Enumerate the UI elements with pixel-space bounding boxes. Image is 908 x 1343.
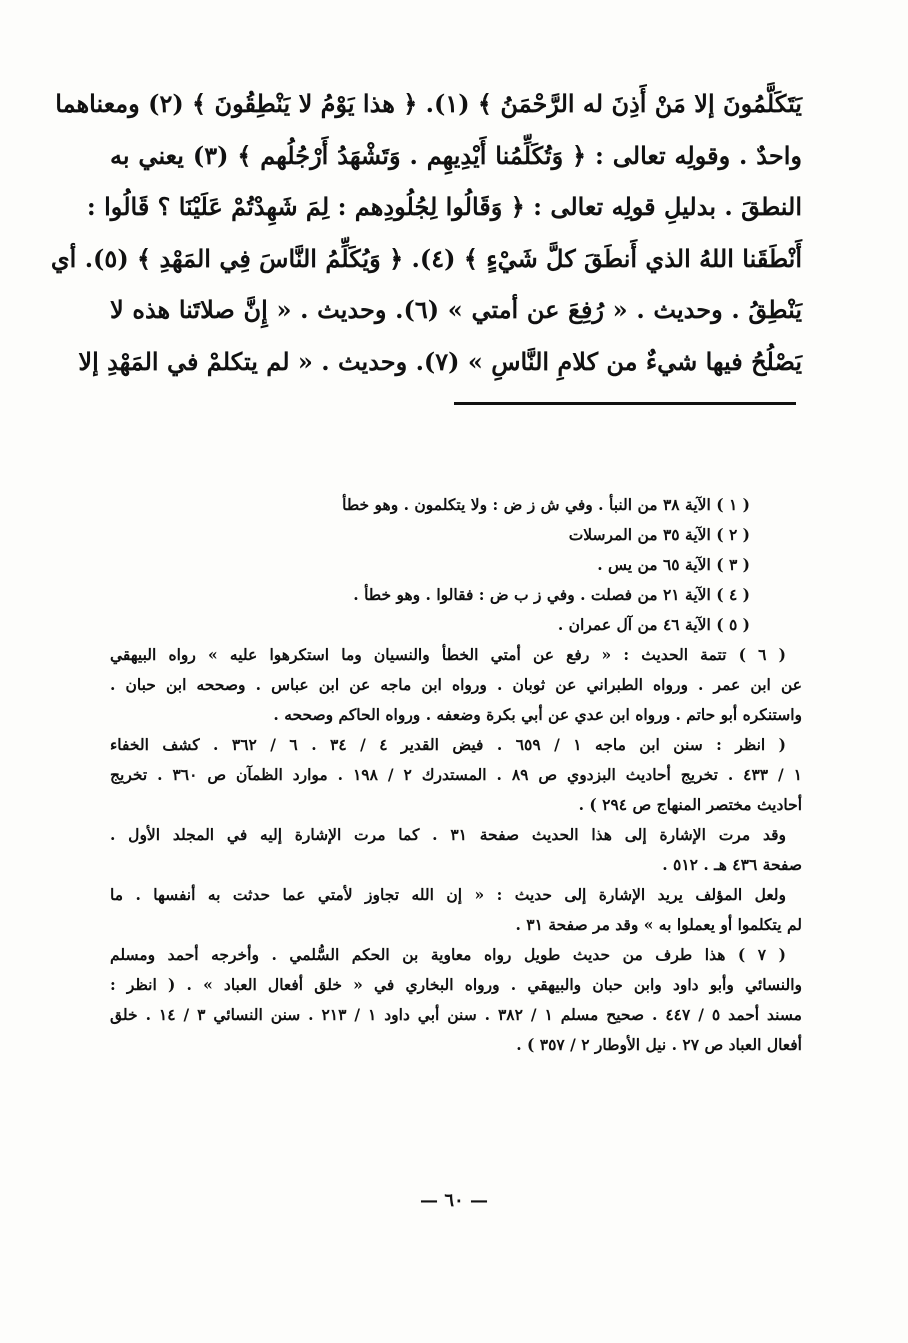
body-line: واحدٌ . وقولِه تعالى : ﴿ وَتُكَلِّمُنا أَيْدِيهِم . وَتَشْهَدُ أَرْجُلُهم ﴾ (٣) يعني به — [110, 140, 802, 170]
footnotes — [110, 490, 802, 1060]
body-line: يَتَكَلَّمُونَ إلا مَنْ أَذِنَ له الرَّحْمَنُ ﴾ (١). ﴿ هذا يَوْمُ لا يَنْطِقُونَ ﴾ (٢) ومعناهما — [55, 89, 802, 118]
footnote-7-line: ( ٧ ) هذا طرف من حديث طويل رواه معاوية بن الحكم السُّلمي . وأخرجه أحمد ومسلم — [110, 945, 786, 964]
main-body-text — [50, 78, 802, 387]
body-line: أَنْطَقَنا اللهُ الذي أَنطَقَ كلَّ شَيْءٍ ﴾ (٤). ﴿ وَيُكَلِّمُ النَّاسَ فِي المَهْدِ ﴾ (٥). أي — [50, 243, 802, 273]
footnote-1: ( ١ ) الآية ٣٨ من النبأ . وفي ش ز ض : ولا يتكلمون . وهو خطأ — [342, 495, 750, 514]
footnote-separator — [454, 402, 796, 405]
footnote-7-line: أفعال العباد ص ٢٧ . نيل الأوطار ٢ / ٣٥٧ ) . — [516, 1035, 802, 1054]
body-line: يَصْلُحُ فيها شيءٌ من كلامِ النَّاسِ » (٧). وحديث . « لم يتكلمْ في المَهْدِ إلا — [78, 346, 802, 376]
footnote-3: ( ٣ ) الآية ٦٥ من يس . — [597, 555, 750, 574]
footnote-4: ( ٤ ) الآية ٢١ من فصلت . وفي ز ب ض : فقالوا . وهو خطأ . — [353, 585, 750, 604]
footnote-6-line: ( ٦ ) تتمة الحديث : « رفع عن أمتي الخطأ والنسيان وما استكرهوا عليه » رواه البيهقي — [110, 645, 787, 664]
footnote-6-line: عن ابن عمر . ورواه الطبراني عن ثوبان . ورواه ابن ماجه عن ابن عباس . وصححه ابن حبان . — [110, 675, 802, 694]
footnote-6-line: واستنكره أبو حاتم . ورواه ابن عدي عن أبي بكرة وضعفه . ورواه الحاكم وصححه . — [273, 705, 802, 724]
body-line: النطقَ . بدليلِ قولِه تعالى : ﴿ وَقَالُوا لِجُلُودِهم : لِمَ شَهِدْتُمْ عَلَيْنَا ؟ قَالُوا : — [86, 192, 802, 221]
footnote-5: ( ٥ ) الآية ٤٦ من آل عمران . — [557, 615, 750, 634]
footnote-6-note-line: وقد مرت الإشارة إلى هذا الحديث صفحة ٣١ . كما مرت الإشارة إليه في المجلد الأول . — [110, 825, 786, 844]
footnote-6-note-line: صفحة ٤٣٦ هـ . ٥١٢ . — [662, 855, 802, 874]
footnote-6-refs-line: ١ / ٤٣٣ . تخريج أحاديث البزدوي ص ٨٩ . المستدرك ٢ / ١٩٨ . موارد الظمآن ص ٣٦٠ . تخريج — [110, 765, 802, 784]
footnote-6-refs-line: أحاديث مختصر المنهاج ص ٢٩٤ ) . — [578, 795, 802, 814]
footnote-2: ( ٢ ) الآية ٣٥ من المرسلات — [568, 525, 750, 544]
footnote-6-refs-line: ( انظر : سنن ابن ماجه ١ / ٦٥٩ . فيض القدير ٤ / ٣٤ . ٦ / ٣٦٢ . كشف الخفاء — [110, 735, 786, 754]
page-number: — ٦٠ — — [420, 1190, 488, 1211]
footnote-7-line: مسند أحمد ٥ / ٤٤٧ . صحيح مسلم ١ / ٣٨٢ . سنن أبي داود ١ / ٢١٣ . سنن النسائي ٣ / ١٤ . خلق — [110, 1005, 802, 1024]
footnote-7-line: والنسائي وأبو داود وابن حبان والبيهقي . ورواه البخاري في « خلق أفعال العباد » . ( انظر : — [110, 975, 802, 994]
body-line: يَنْطِقُ . وحديث . « رُفِعَ عن أمتي » (٦). وحديث . « إِنَّ صلاتَنا هذه لا — [110, 295, 802, 324]
footnote-6-note-line: لم يتكلموا أو يعملوا به » وقد مر صفحة ٣١ . — [515, 915, 802, 934]
footnote-6-note-line: ولعل المؤلف يريد الإشارة إلى حديث : « إن الله تجاوز لأمتي عما حدثت به أنفسها . ما — [110, 885, 786, 904]
